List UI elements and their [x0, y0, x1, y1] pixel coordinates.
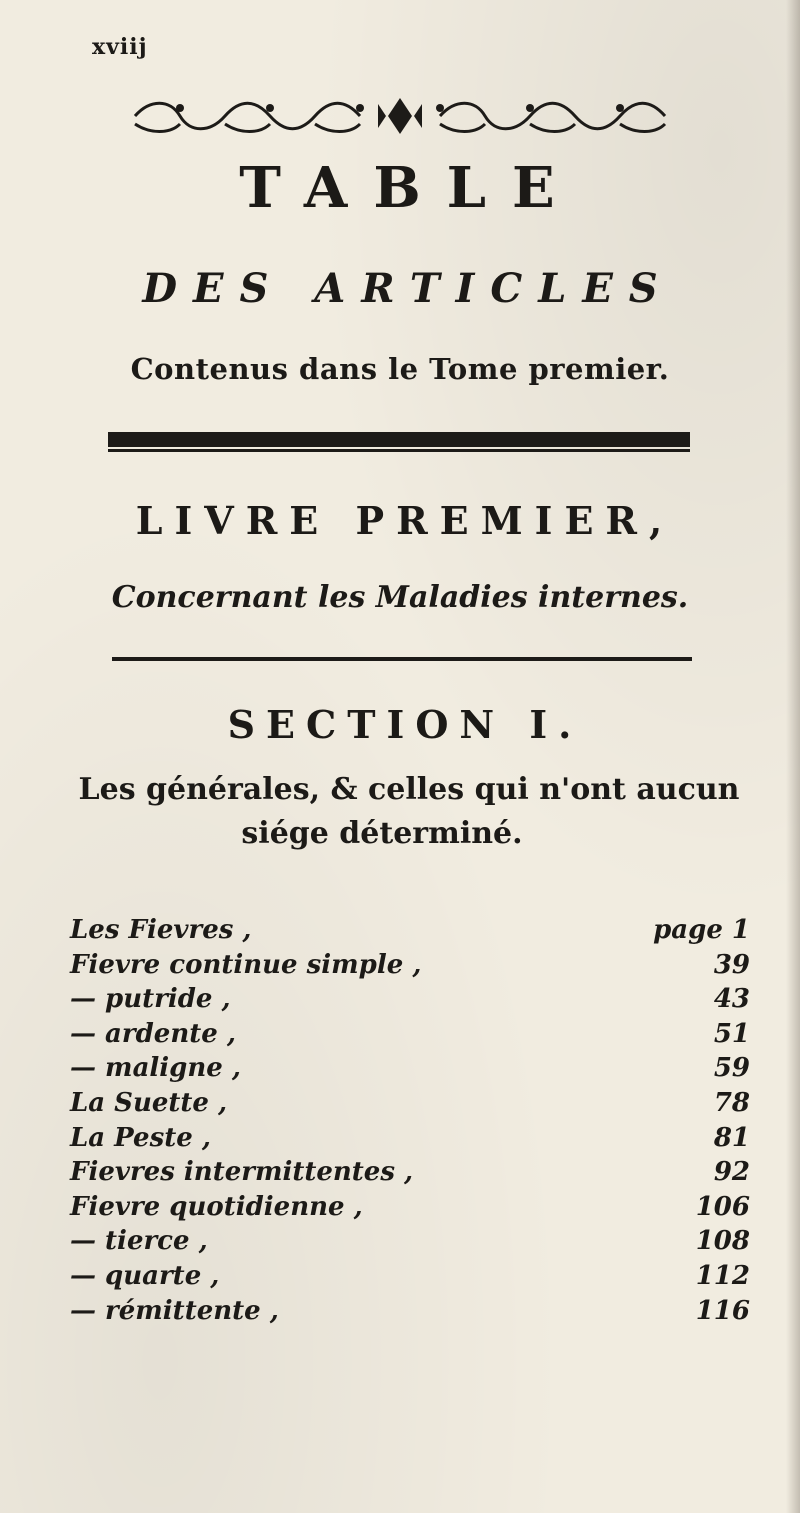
toc-entry — [70, 1192, 750, 1227]
toc-entry — [70, 915, 750, 950]
toc-entry-page: 43 — [713, 984, 750, 1015]
section-description-line2: siége déterminé. — [241, 816, 523, 851]
toc-entry — [70, 1261, 750, 1296]
toc-entry-page: 78 — [713, 1087, 750, 1118]
toc-entry-label: — rémittente , — [70, 1295, 279, 1326]
toc-entry-label: La Peste , — [70, 1122, 211, 1153]
title-subtitle: DES ARTICLES — [142, 265, 674, 312]
page-edge-shadow — [786, 0, 800, 1513]
toc-entry-page: 39 — [713, 949, 750, 980]
book-heading: LIVRE PREMIER, — [135, 498, 675, 543]
toc-entry-label: — quarte , — [70, 1260, 220, 1291]
contents-line: Contenus dans le Tome premier. — [130, 352, 670, 386]
toc-entry-label: — putride , — [70, 984, 231, 1015]
toc-entry — [70, 1296, 750, 1331]
toc-entry-label: — maligne , — [70, 1053, 241, 1084]
toc-entry — [70, 1019, 750, 1054]
toc-entry-label: Fievres intermittentes , — [70, 1157, 414, 1188]
toc-entry — [70, 1226, 750, 1261]
toc-entry — [70, 1123, 750, 1158]
toc-entry-label: Les Fievres , — [70, 915, 252, 945]
toc-entry-label: — tierce , — [70, 1226, 208, 1257]
toc-entry — [70, 984, 750, 1019]
ornamental-band-icon — [130, 94, 670, 138]
toc-entry-label: Fievre quotidienne , — [70, 1191, 363, 1222]
toc-entry-page: 92 — [713, 1157, 750, 1188]
toc-entry-page: 112 — [695, 1260, 750, 1291]
rule-divider — [112, 657, 692, 661]
toc-entry — [70, 950, 750, 985]
page-number: xviij — [92, 34, 148, 60]
table-of-contents — [70, 915, 750, 1330]
toc-entry — [70, 1157, 750, 1192]
double-rule-divider — [108, 432, 690, 447]
toc-entry-label: La Suette , — [70, 1087, 228, 1118]
title-main: TABLE — [239, 155, 581, 221]
toc-entry-label: Fievre continue simple , — [70, 949, 422, 980]
toc-entry-page: 51 — [713, 1018, 750, 1049]
toc-entry-page: 59 — [713, 1053, 750, 1084]
toc-entry-page: 116 — [695, 1295, 750, 1326]
toc-entry-page: 108 — [695, 1226, 750, 1257]
section-heading: SECTION I. — [227, 702, 583, 747]
toc-entry-page: 81 — [713, 1122, 750, 1153]
toc-entry-page: 106 — [695, 1191, 750, 1222]
section-description-line1: Les générales, & celles qui n'ont aucun — [78, 772, 740, 807]
book-subtitle: Concernant les Maladies internes. — [111, 580, 689, 615]
toc-entry-label: — ardente , — [70, 1018, 236, 1049]
toc-entry — [70, 1088, 750, 1123]
toc-entry — [70, 1053, 750, 1088]
toc-entry-page: page 1 — [653, 915, 750, 945]
